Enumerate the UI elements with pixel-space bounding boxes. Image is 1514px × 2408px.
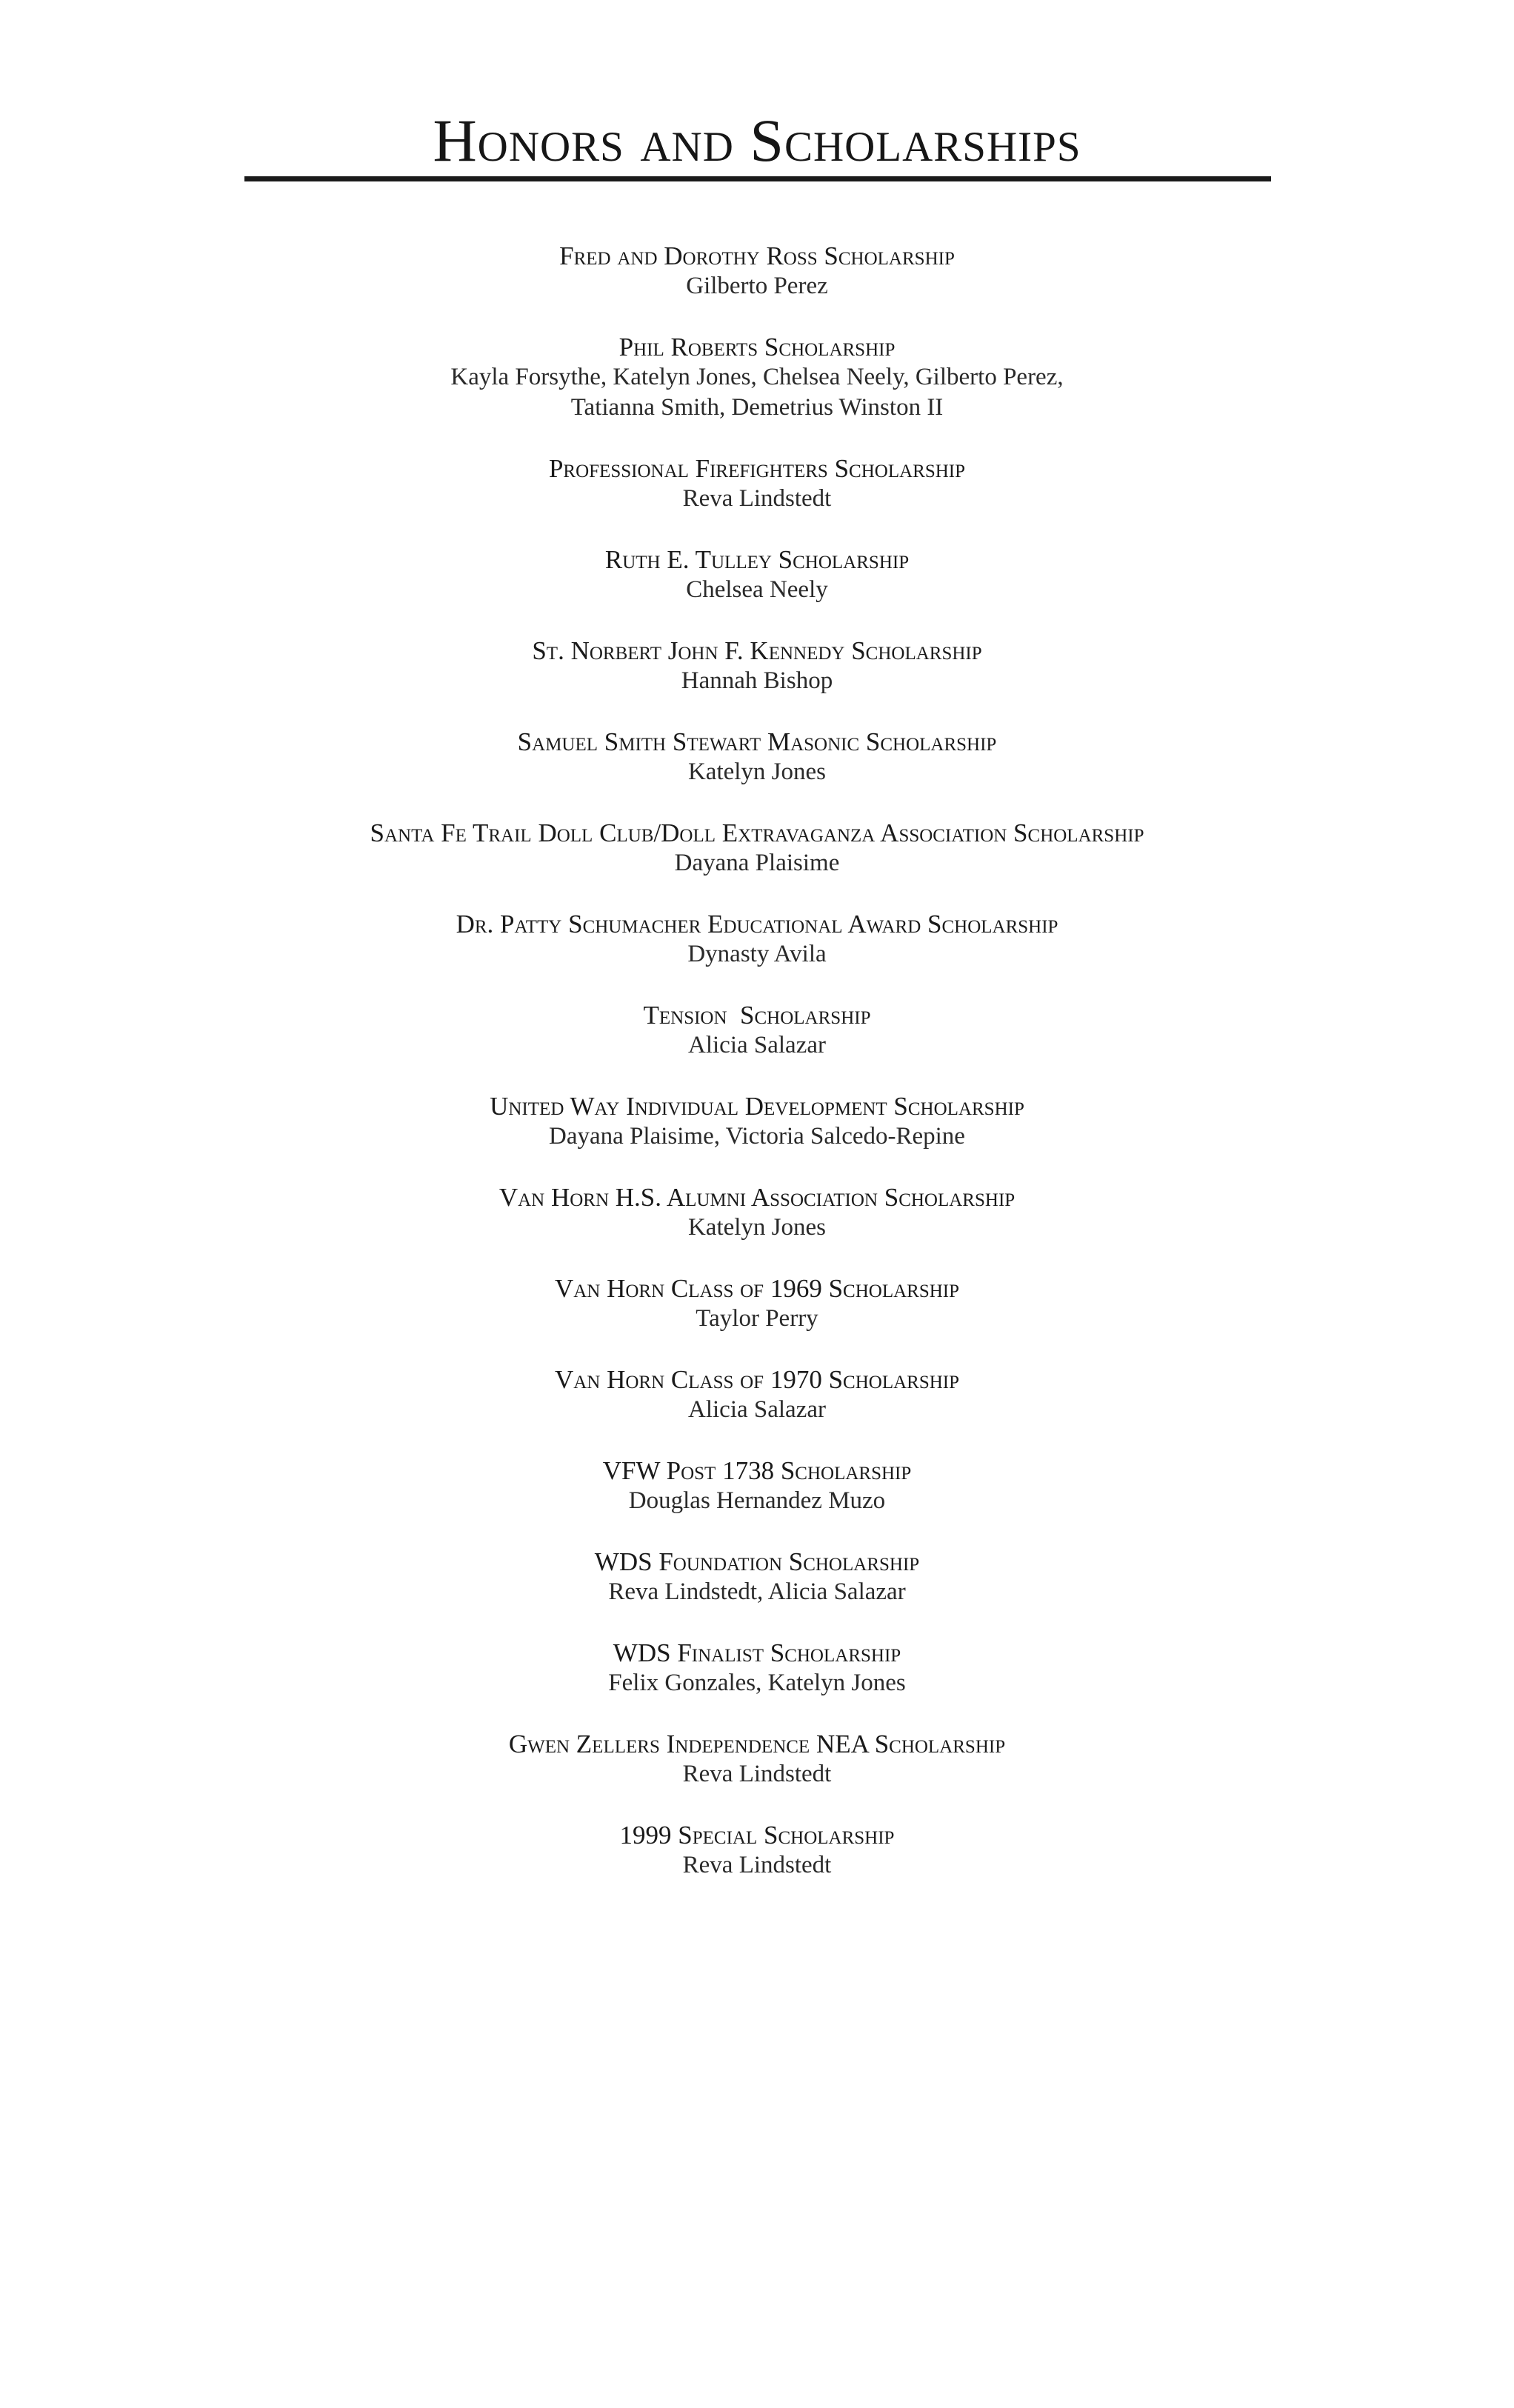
scholarship-name: WDS Foundation Scholarship <box>594 1547 920 1576</box>
scholarship-recipients: Alicia Salazar <box>688 1032 826 1058</box>
scholarship-name: Van Horn Class of 1970 Scholarship <box>554 1365 960 1394</box>
scholarship-recipients: Dayana Plaisime, Victoria Salcedo-Repine <box>549 1123 965 1150</box>
scholarship-recipients: Douglas Hernandez Muzo <box>628 1487 886 1514</box>
scholarship-entry <box>0 1091 1514 1182</box>
scholarship-entry <box>0 1182 1514 1273</box>
scholarship-recipients: Reva Lindstedt <box>682 485 832 512</box>
scholarship-entry <box>0 1455 1514 1547</box>
scholarship-name: United Way Individual Development Scholarship <box>490 1092 1024 1121</box>
scholarship-name: Van Horn H.S. Alumni Association Scholarship <box>498 1183 1016 1212</box>
scholarship-entry <box>0 1729 1514 1820</box>
scholarship-entry <box>0 727 1514 818</box>
scholarship-name: Ruth E. Tulley Scholarship <box>604 545 910 574</box>
scholarship-recipients: Reva Lindstedt <box>682 1852 832 1878</box>
scholarship-entry <box>0 1820 1514 1911</box>
scholarship-name: Fred and Dorothy Ross Scholarship <box>559 241 955 270</box>
scholarship-entry <box>0 909 1514 1000</box>
scholarship-entry <box>0 1273 1514 1364</box>
scholarship-name: WDS Finalist Scholarship <box>613 1638 901 1667</box>
scholarship-recipients: Tatianna Smith, Demetrius Winston II <box>570 394 944 421</box>
scholarship-entry <box>0 332 1514 453</box>
scholarship-recipients: Reva Lindstedt, Alicia Salazar <box>608 1578 906 1605</box>
scholarship-recipients: Dynasty Avila <box>687 941 827 967</box>
scholarship-name: Dr. Patty Schumacher Educational Award Scholarship <box>456 910 1058 938</box>
scholarship-recipients: Katelyn Jones <box>687 758 827 785</box>
scholarship-recipients: Taylor Perry <box>696 1305 818 1332</box>
scholarship-name: VFW Post 1738 Scholarship <box>602 1456 912 1485</box>
scholarship-recipients: Hannah Bishop <box>681 667 833 694</box>
scholarship-recipients: Alicia Salazar <box>688 1396 826 1423</box>
scholarship-name: Professional Firefighters Scholarship <box>548 454 966 483</box>
scholarship-entry <box>0 544 1514 636</box>
scholarship-recipients: Chelsea Neely <box>686 576 828 603</box>
scholarship-name: Gwen Zellers Independence NEA Scholarship <box>508 1730 1006 1758</box>
scholarship-recipients: Kayla Forsythe, Katelyn Jones, Chelsea Neely, Gilberto Perez, <box>450 364 1064 390</box>
scholarship-entry <box>0 241 1514 332</box>
scholarship-list <box>0 241 1514 1911</box>
page-title: Honors and Scholarships <box>433 107 1081 174</box>
scholarship-entry <box>0 1638 1514 1729</box>
scholarship-recipients: Felix Gonzales, Katelyn Jones <box>608 1670 906 1696</box>
scholarship-entry <box>0 1364 1514 1455</box>
scholarship-recipients: Dayana Plaisime <box>674 850 840 876</box>
scholarship-name: Santa Fe Trail Doll Club/Doll Extravaganza Association Scholarship <box>370 818 1144 847</box>
scholarship-recipients: Gilberto Perez <box>686 273 828 299</box>
scholarship-entry <box>0 818 1514 909</box>
scholarship-entry <box>0 636 1514 727</box>
scholarship-name: Samuel Smith Stewart Masonic Scholarship <box>517 727 997 756</box>
scholarship-name: Tension Scholarship <box>643 1001 871 1030</box>
scholarship-name: St. Norbert John F. Kennedy Scholarship <box>532 636 982 665</box>
scholarship-name: Phil Roberts Scholarship <box>618 333 896 361</box>
scholarship-entry <box>0 1000 1514 1091</box>
scholarship-recipients: Reva Lindstedt <box>682 1761 832 1787</box>
scholarship-name: Van Horn Class of 1969 Scholarship <box>554 1274 960 1303</box>
scholarship-entry <box>0 453 1514 544</box>
scholarship-recipients: Katelyn Jones <box>687 1214 827 1241</box>
scholarship-name: 1999 Special Scholarship <box>619 1821 895 1850</box>
scholarship-entry <box>0 1547 1514 1638</box>
title-divider <box>244 176 1271 181</box>
